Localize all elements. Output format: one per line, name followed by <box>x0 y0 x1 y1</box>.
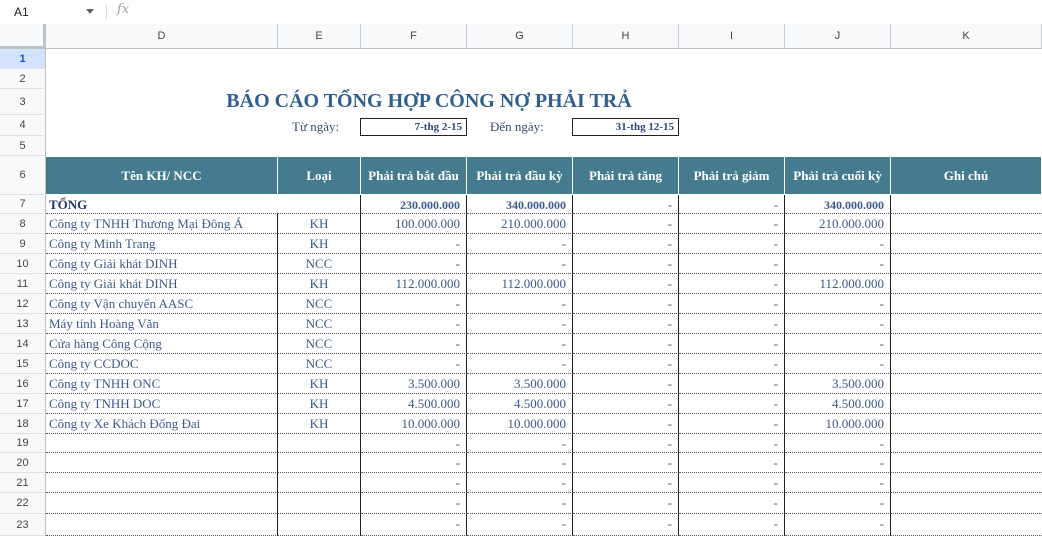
total-dec-cell[interactable]: - <box>679 195 785 214</box>
row-21-end-cell[interactable]: - <box>785 473 891 493</box>
row-21-begin-cell[interactable]: - <box>467 473 573 493</box>
row-18-start-cell[interactable]: 10.000.000 <box>361 414 467 434</box>
row-header-6[interactable]: 6 <box>0 156 46 195</box>
row-15-note-cell[interactable] <box>891 354 1042 374</box>
row-9-begin-cell[interactable]: - <box>467 234 573 254</box>
row-22-begin-cell[interactable]: - <box>467 493 573 514</box>
row-11-begin-cell[interactable]: 112.000.000 <box>467 274 573 294</box>
row-8-name-cell[interactable]: Công ty TNHH Thương Mại Đông Á <box>46 214 278 234</box>
column-header-G[interactable]: G <box>467 24 573 49</box>
row-11-note-cell[interactable] <box>891 274 1042 294</box>
name-box-dropdown-icon[interactable] <box>86 9 94 14</box>
row-11-start-cell[interactable]: 112.000.000 <box>361 274 467 294</box>
row-17-dec-cell[interactable]: - <box>679 394 785 414</box>
row-17-type-cell[interactable]: KH <box>278 394 361 414</box>
row-13-dec-cell[interactable]: - <box>679 314 785 334</box>
row-22-inc-cell[interactable]: - <box>573 493 679 514</box>
row-header-11[interactable]: 11 <box>0 274 46 294</box>
row-14-start-cell[interactable]: - <box>361 334 467 354</box>
row-header-15[interactable]: 15 <box>0 354 46 374</box>
header-start: Phải trả bắt đầu <box>361 157 467 194</box>
row-header-4[interactable]: 4 <box>0 115 46 136</box>
header-type: Loại <box>278 157 361 194</box>
row-18-type-cell[interactable]: KH <box>278 414 361 434</box>
row-14-type-cell[interactable]: NCC <box>278 334 361 354</box>
formula-bar <box>0 0 1042 25</box>
row-10-type-cell[interactable]: NCC <box>278 254 361 274</box>
row-10-dec-cell[interactable]: - <box>679 254 785 274</box>
row-23-name-cell[interactable] <box>46 514 278 536</box>
row-header-1[interactable]: 1 <box>0 49 46 69</box>
row-13-note-cell[interactable] <box>891 314 1042 334</box>
row-9-type-cell[interactable]: KH <box>278 234 361 254</box>
function-icon[interactable]: fx <box>117 2 130 17</box>
row-header-20[interactable]: 20 <box>0 453 46 473</box>
row-14-end-cell[interactable]: - <box>785 334 891 354</box>
row-20-name-cell[interactable] <box>46 453 278 473</box>
row-header-9[interactable]: 9 <box>0 234 46 254</box>
row-12-inc-cell[interactable]: - <box>573 294 679 314</box>
row-11-name-cell[interactable]: Công ty Giải khát DINH <box>46 274 278 294</box>
row-19-type-cell[interactable] <box>278 434 361 453</box>
row-11-dec-cell[interactable]: - <box>679 274 785 294</box>
row-17-note-cell[interactable] <box>891 394 1042 414</box>
row-15-begin-cell[interactable]: - <box>467 354 573 374</box>
row-21-type-cell[interactable] <box>278 473 361 493</box>
row-15-type-cell[interactable]: NCC <box>278 354 361 374</box>
header-decrease: Phải trả giảm <box>679 157 785 194</box>
row-19-inc-cell[interactable]: - <box>573 434 679 453</box>
row-8-inc-cell[interactable]: - <box>573 214 679 234</box>
row-22-dec-cell[interactable]: - <box>679 493 785 514</box>
row-14-begin-cell[interactable]: - <box>467 334 573 354</box>
row-17-name-cell[interactable]: Công ty TNHH DOC <box>46 394 278 414</box>
row-12-name-cell[interactable]: Công ty Vận chuyển AASC <box>46 294 278 314</box>
column-header-D[interactable]: D <box>46 24 278 49</box>
row-18-inc-cell[interactable]: - <box>573 414 679 434</box>
to-date-cell[interactable]: 31-thg 12-15 <box>572 118 679 136</box>
row-8-end-cell[interactable]: 210.000.000 <box>785 214 891 234</box>
row-header-10[interactable]: 10 <box>0 254 46 274</box>
row-9-end-cell[interactable]: - <box>785 234 891 254</box>
row-15-dec-cell[interactable]: - <box>679 354 785 374</box>
row-10-begin-cell[interactable]: - <box>467 254 573 274</box>
row-16-start-cell[interactable]: 3.500.000 <box>361 374 467 394</box>
row-21-start-cell[interactable]: - <box>361 473 467 493</box>
total-name-cell[interactable]: TỔNG <box>46 195 278 214</box>
row-header-21[interactable]: 21 <box>0 473 46 493</box>
row-18-dec-cell[interactable]: - <box>679 414 785 434</box>
row-20-begin-cell[interactable]: - <box>467 453 573 473</box>
row-header-23[interactable]: 23 <box>0 514 46 536</box>
row-16-note-cell[interactable] <box>891 374 1042 394</box>
row-13-name-cell[interactable]: Máy tính Hoàng Văn <box>46 314 278 334</box>
row-16-type-cell[interactable]: KH <box>278 374 361 394</box>
row-18-name-cell[interactable]: Công ty Xe Khách Đống Đai <box>46 414 278 434</box>
row-12-dec-cell[interactable]: - <box>679 294 785 314</box>
row-15-end-cell[interactable]: - <box>785 354 891 374</box>
row-23-start-cell[interactable]: - <box>361 514 467 536</box>
row-14-inc-cell[interactable]: - <box>573 334 679 354</box>
row-17-end-cell[interactable]: 4.500.000 <box>785 394 891 414</box>
row-19-dec-cell[interactable]: - <box>679 434 785 453</box>
row-header-18[interactable]: 18 <box>0 414 46 434</box>
row-header-19[interactable]: 19 <box>0 434 46 453</box>
row-22-type-cell[interactable] <box>278 493 361 514</box>
column-header-F[interactable]: F <box>361 24 467 49</box>
row-20-dec-cell[interactable]: - <box>679 453 785 473</box>
row-21-dec-cell[interactable]: - <box>679 473 785 493</box>
row-header-13[interactable]: 13 <box>0 314 46 334</box>
row-header-2[interactable]: 2 <box>0 69 46 89</box>
row-12-type-cell[interactable]: NCC <box>278 294 361 314</box>
row-20-start-cell[interactable]: - <box>361 453 467 473</box>
row-12-note-cell[interactable] <box>891 294 1042 314</box>
column-header-J[interactable]: J <box>785 24 891 49</box>
row-23-dec-cell[interactable]: - <box>679 514 785 536</box>
row-header-3[interactable]: 3 <box>0 89 46 115</box>
row-10-inc-cell[interactable]: - <box>573 254 679 274</box>
row-17-begin-cell[interactable]: 4.500.000 <box>467 394 573 414</box>
row-21-note-cell[interactable] <box>891 473 1042 493</box>
row-9-note-cell[interactable] <box>891 234 1042 254</box>
row-9-inc-cell[interactable]: - <box>573 234 679 254</box>
row-20-note-cell[interactable] <box>891 453 1042 473</box>
row-14-note-cell[interactable] <box>891 334 1042 354</box>
header-begin: Phải trả đầu kỳ <box>467 157 573 194</box>
row-20-end-cell[interactable]: - <box>785 453 891 473</box>
row-14-dec-cell[interactable]: - <box>679 334 785 354</box>
row-13-type-cell[interactable]: NCC <box>278 314 361 334</box>
row-22-end-cell[interactable]: - <box>785 493 891 514</box>
row-header-17[interactable]: 17 <box>0 394 46 414</box>
row-15-name-cell[interactable]: Công ty CCDOC <box>46 354 278 374</box>
row-8-start-cell[interactable]: 100.000.000 <box>361 214 467 234</box>
row-22-start-cell[interactable]: - <box>361 493 467 514</box>
row-23-note-cell[interactable] <box>891 514 1042 536</box>
row-9-start-cell[interactable]: - <box>361 234 467 254</box>
row-21-name-cell[interactable] <box>46 473 278 493</box>
row-20-type-cell[interactable] <box>278 453 361 473</box>
row-12-begin-cell[interactable]: - <box>467 294 573 314</box>
row-header-7[interactable]: 7 <box>0 195 46 214</box>
row-11-inc-cell[interactable]: - <box>573 274 679 294</box>
header-note: Ghi chú <box>891 157 1042 194</box>
row-14-name-cell[interactable]: Cửa hàng Công Cộng <box>46 334 278 354</box>
to-date-label: Đến ngày: <box>490 119 544 134</box>
row-8-note-cell[interactable] <box>891 214 1042 234</box>
total-begin-cell[interactable]: 340.000.000 <box>467 195 573 214</box>
total-note-cell[interactable] <box>891 195 1042 214</box>
row-12-end-cell[interactable]: - <box>785 294 891 314</box>
row-header-14[interactable]: 14 <box>0 334 46 354</box>
row-20-inc-cell[interactable]: - <box>573 453 679 473</box>
header-end: Phải trả cuối kỳ <box>785 157 891 194</box>
row-23-type-cell[interactable] <box>278 514 361 536</box>
from-date-label: Từ ngày: <box>292 119 340 134</box>
row-10-start-cell[interactable]: - <box>361 254 467 274</box>
row-18-begin-cell[interactable]: 10.000.000 <box>467 414 573 434</box>
row-15-start-cell[interactable]: - <box>361 354 467 374</box>
total-inc-cell[interactable]: - <box>573 195 679 214</box>
row-10-note-cell[interactable] <box>891 254 1042 274</box>
total-type-cell[interactable] <box>278 195 361 214</box>
row-23-end-cell[interactable]: - <box>785 514 891 536</box>
header-name: Tên KH/ NCC <box>46 157 278 194</box>
row-header-22[interactable]: 22 <box>0 493 46 514</box>
row-13-start-cell[interactable]: - <box>361 314 467 334</box>
row-9-name-cell[interactable]: Công ty Minh Trang <box>46 234 278 254</box>
column-header-E[interactable]: E <box>278 24 361 49</box>
row-8-dec-cell[interactable]: - <box>679 214 785 234</box>
row-19-start-cell[interactable]: - <box>361 434 467 453</box>
row-22-name-cell[interactable] <box>46 493 278 514</box>
column-header-H[interactable]: H <box>573 24 679 49</box>
row-19-note-cell[interactable] <box>891 434 1042 453</box>
row-13-begin-cell[interactable]: - <box>467 314 573 334</box>
row-11-type-cell[interactable]: KH <box>278 274 361 294</box>
row-11-end-cell[interactable]: 112.000.000 <box>785 274 891 294</box>
name-box[interactable]: A1 <box>14 5 29 19</box>
total-start-cell[interactable]: 230.000.000 <box>361 195 467 214</box>
row-10-end-cell[interactable]: - <box>785 254 891 274</box>
row-header-16[interactable]: 16 <box>0 374 46 394</box>
row-header-8[interactable]: 8 <box>0 214 46 234</box>
row-16-begin-cell[interactable]: 3.500.000 <box>467 374 573 394</box>
row-12-start-cell[interactable]: - <box>361 294 467 314</box>
row-8-type-cell[interactable]: KH <box>278 214 361 234</box>
row-16-name-cell[interactable]: Công ty TNHH ONC <box>46 374 278 394</box>
row-19-end-cell[interactable]: - <box>785 434 891 453</box>
row-22-note-cell[interactable] <box>891 493 1042 514</box>
row-16-end-cell[interactable]: 3.500.000 <box>785 374 891 394</box>
row-10-name-cell[interactable]: Công ty Giải khát DINH <box>46 254 278 274</box>
row-17-inc-cell[interactable]: - <box>573 394 679 414</box>
row-9-dec-cell[interactable]: - <box>679 234 785 254</box>
select-all-corner[interactable] <box>0 24 46 49</box>
report-title: BÁO CÁO TỔNG HỢP CÔNG NỢ PHẢI TRẢ <box>226 90 632 112</box>
row-13-end-cell[interactable]: - <box>785 314 891 334</box>
row-8-begin-cell[interactable]: 210.000.000 <box>467 214 573 234</box>
row-16-dec-cell[interactable]: - <box>679 374 785 394</box>
row-19-begin-cell[interactable]: - <box>467 434 573 453</box>
row-16-inc-cell[interactable]: - <box>573 374 679 394</box>
total-end-cell[interactable]: 340.000.000 <box>785 195 891 214</box>
row-21-inc-cell[interactable]: - <box>573 473 679 493</box>
from-date-cell[interactable]: 7-thg 2-15 <box>360 118 467 136</box>
row-13-inc-cell[interactable]: - <box>573 314 679 334</box>
row-header-12[interactable]: 12 <box>0 294 46 314</box>
row-23-begin-cell[interactable]: - <box>467 514 573 536</box>
row-header-5[interactable]: 5 <box>0 136 46 156</box>
formula-bar-divider <box>106 4 107 20</box>
row-18-note-cell[interactable] <box>891 414 1042 434</box>
column-header-K[interactable]: K <box>891 24 1042 49</box>
row-18-end-cell[interactable]: 10.000.000 <box>785 414 891 434</box>
row-17-start-cell[interactable]: 4.500.000 <box>361 394 467 414</box>
row-19-name-cell[interactable] <box>46 434 278 453</box>
header-increase: Phải trả tăng <box>573 157 679 194</box>
row-23-inc-cell[interactable]: - <box>573 514 679 536</box>
row-15-inc-cell[interactable]: - <box>573 354 679 374</box>
column-header-I[interactable]: I <box>679 24 785 49</box>
